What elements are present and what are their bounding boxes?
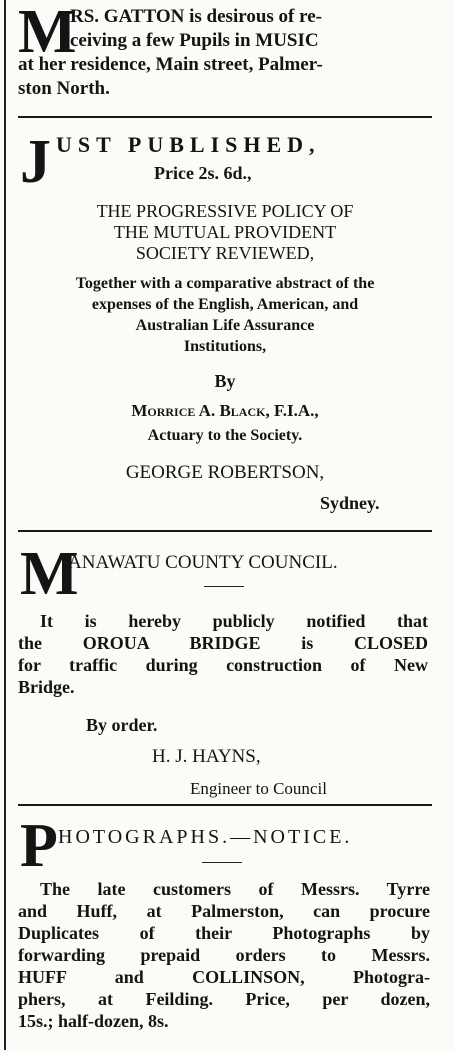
gatton-line-2: ceiving a few Pupils in MUSIC bbox=[70, 30, 319, 51]
photos-body-4: forwarding prepaid orders to Messrs. bbox=[18, 945, 430, 965]
photos-body-7: 15s.; half-dozen, 8s. bbox=[18, 1011, 169, 1031]
photos-body-3: Duplicates of their Photographs by bbox=[18, 923, 430, 943]
council-body-2: the OROUA BRIDGE is CLOSED bbox=[18, 633, 428, 653]
published-desc-2: expenses of the English, American, and bbox=[91, 296, 359, 313]
council-short-rule bbox=[204, 586, 244, 587]
gatton-ad bbox=[18, 0, 432, 110]
published-city: Sydney. bbox=[320, 493, 380, 513]
published-ad bbox=[18, 118, 432, 528]
published-price: Price 2s. 6d., bbox=[154, 163, 252, 183]
council-body-4: Bridge. bbox=[18, 677, 75, 697]
published-title-1: THE PROGRESSIVE POLICY OF bbox=[96, 201, 354, 221]
council-ad bbox=[18, 532, 432, 802]
published-by: By bbox=[214, 371, 236, 391]
gatton-dropcap: M bbox=[18, 0, 77, 66]
council-dropcap: M bbox=[20, 540, 79, 608]
published-dropcap: J bbox=[20, 128, 51, 196]
published-desc-1: Together with a comparative abstract of the bbox=[75, 275, 375, 292]
photos-ad bbox=[18, 806, 432, 1046]
published-desc-3: Australian Life Assurance bbox=[135, 317, 315, 334]
published-desc-4: Institutions, bbox=[183, 338, 267, 355]
photos-body-1: The late customers of Messrs. Tyrre bbox=[40, 879, 430, 899]
gatton-line-3: at her residence, Main street, Palmer- bbox=[18, 54, 323, 75]
photos-body-5: HUFF and COLLINSON, Photogra- bbox=[18, 967, 430, 987]
published-title-3: SOCIETY REVIEWED, bbox=[135, 243, 315, 263]
gatton-line-1: RS. GATTON is desirous of re- bbox=[70, 6, 322, 27]
photos-body-6: phers, at Feilding. Price, per dozen, bbox=[18, 989, 430, 1009]
council-by-order: By order. bbox=[86, 715, 158, 735]
published-heading: UST PUBLISHED, bbox=[56, 132, 321, 157]
published-title-2: THE MUTUAL PROVIDENT bbox=[113, 222, 337, 242]
column-rule bbox=[4, 0, 6, 1050]
council-role: Engineer to Council bbox=[190, 779, 327, 798]
photos-body-2: and Huff, at Palmerston, can procure bbox=[18, 901, 430, 921]
photos-short-rule bbox=[202, 862, 242, 863]
photos-heading: HOTOGRAPHS.—NOTICE. bbox=[58, 826, 353, 848]
published-author: Morrice A. Black, F.I.A., bbox=[131, 401, 319, 420]
gatton-line-4: ston North. bbox=[18, 78, 110, 99]
photos-dropcap: P bbox=[20, 812, 58, 880]
council-body-1: It is hereby publicly notified that bbox=[40, 611, 428, 631]
council-body-3: for traffic during construction of New bbox=[18, 655, 428, 675]
published-author-role: Actuary to the Society. bbox=[147, 427, 303, 444]
council-heading: ANAWATU COUNTY COUNCIL. bbox=[68, 552, 338, 573]
published-publisher: GEORGE ROBERTSON, bbox=[125, 462, 325, 483]
council-name: H. J. HAYNS, bbox=[152, 746, 261, 767]
